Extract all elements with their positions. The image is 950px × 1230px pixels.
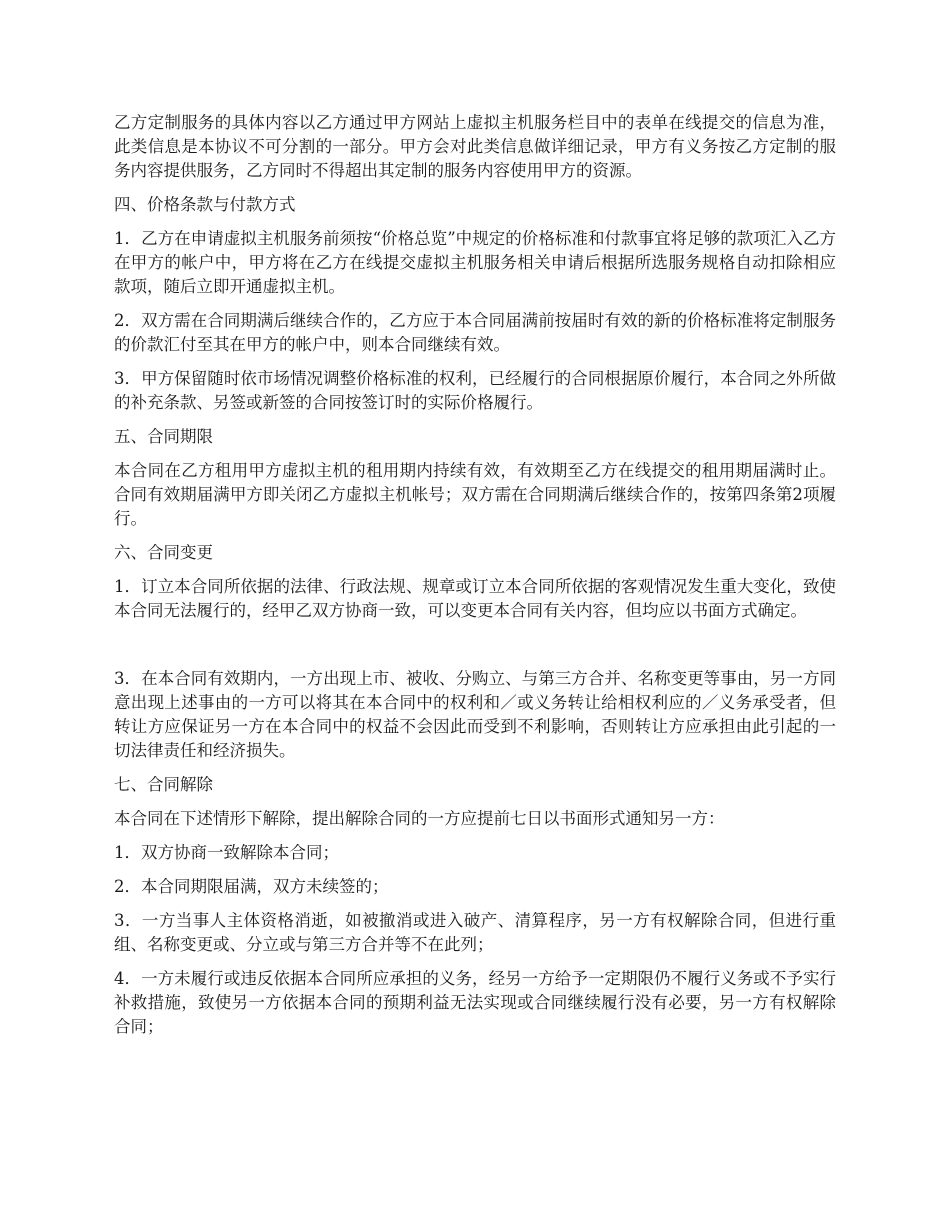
- paragraph-termination-2: 2．本合同期限届满，双方未续签的；: [114, 877, 389, 896]
- paragraph-change-3: 3．在本合同有效期内，一方出现上市、被收、分购立、与第三方合并、名称变更等事由，另一方同意出现上述事由的一方可以将其在本合同中的权利和／或义务转让给相权利应的／义务承受者，但转让方应保证另一方在本合同中的权益不会因此而受到不利影响，否则转让方应承担由此引起的一切法律责任和经济损失。: [114, 669, 836, 760]
- paragraph-price-2: 2．双方需在合同期满后继续合作的，乙方应于本合同届满前按届时有效的新的价格标准将定制服务的价款汇付至其在甲方的帐户中，则本合同继续有效。: [114, 311, 836, 354]
- section-heading-price: 四、价格条款与付款方式: [114, 195, 296, 214]
- paragraph-termination-3: 3．一方当事人主体资格消逝，如被撤消或进入破产、清算程序，另一方有权解除合同，但进行重组、名称变更或、分立或与第三方合并等不在此列；: [114, 911, 836, 954]
- section-heading-change: 六、合同变更: [114, 543, 213, 562]
- paragraph-price-1: 1．乙方在申请虚拟主机服务前须按“价格总览”中规定的价格标准和付款事宜将足够的款项汇入乙方在甲方的帐户中，甲方将在乙方在线提交虚拟主机服务相关申请后根据所选服务规格自动扣除相应款项，随后立即开通虚拟主机。: [114, 229, 836, 296]
- paragraph-service-content: 乙方定制服务的具体内容以乙方通过甲方网站上虚拟主机服务栏目中的表单在线提交的信息为准，此类信息是本协议不可分割的一部分。甲方会对此类信息做详细记录，甲方有义务按乙方定制的服务内容提供服务，乙方同时不得超出其定制的服务内容使用甲方的资源。: [114, 113, 836, 180]
- paragraph-termination-1: 1．双方协商一致解除本合同；: [114, 843, 339, 862]
- section-heading-term: 五、合同期限: [114, 427, 213, 446]
- document-body: [114, 111, 836, 1049]
- paragraph-term: 本合同在乙方租用甲方虚拟主机的租用期内持续有效，有效期至乙方在线提交的租用期届满时止。合同有效期届满甲方即关闭乙方虚拟主机帐号；双方需在合同期满后继续合作的，按第四条第2项履行。: [114, 461, 836, 528]
- paragraph-termination-intro: 本合同在下述情形下解除，提出解除合同的一方应提前七日以书面形式通知另一方：: [114, 809, 725, 828]
- paragraph-change-1: 1．订立本合同所依据的法律、行政法规、规章或订立本合同所依据的客观情况发生重大变化，致使本合同无法履行的，经甲乙双方协商一致，可以变更本合同有关内容，但均应以书面方式确定。: [114, 577, 836, 620]
- paragraph-price-3: 3．甲方保留随时依市场情况调整价格标准的权利，已经履行的合同根据原价履行，本合同之外所做的补充条款、另签或新签的合同按签订时的实际价格履行。: [114, 369, 836, 412]
- blank-paragraph: [114, 633, 836, 667]
- section-heading-termination: 七、合同解除: [114, 775, 213, 794]
- paragraph-termination-4: 4．一方未履行或违反依据本合同所应承担的义务，经另一方给予一定期限仍不履行义务或不予实行补救措施，致使另一方依据本合同的预期利益无法实现或合同继续履行没有必要，另一方有权解除合同；: [114, 969, 836, 1036]
